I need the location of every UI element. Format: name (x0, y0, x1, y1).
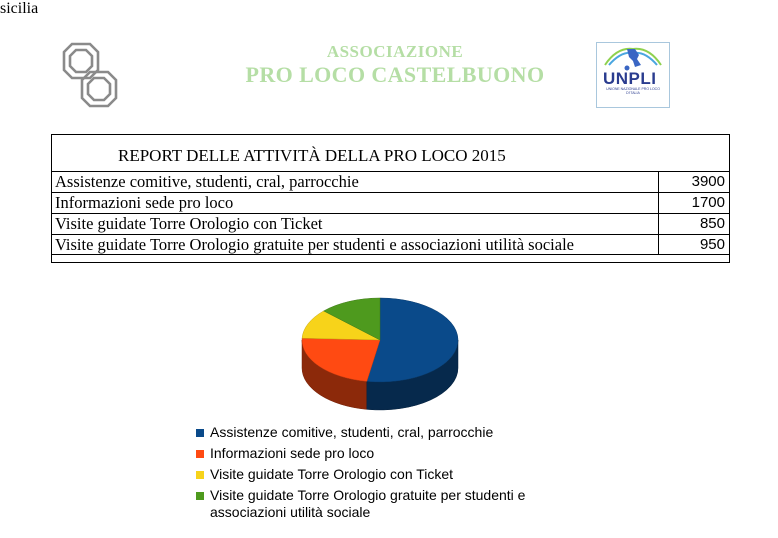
table-row (52, 234, 729, 255)
header-pro-loco-name: PRO LOCO CASTELBUONO (245, 62, 545, 87)
legend-label: Visite guidate Torre Orologio con Ticket (210, 466, 454, 482)
legend-item (196, 487, 596, 521)
legend-item (196, 424, 596, 441)
legend-swatch (196, 450, 204, 458)
legend-item (196, 445, 596, 462)
legend-label: Visite guidate Torre Orologio gratuite per studenti e associazioni utilità sociale (210, 487, 526, 520)
row-value: 850 (658, 214, 729, 234)
table-row (52, 213, 729, 234)
row-value: 1700 (658, 193, 729, 213)
unpli-brand: UNPLI (603, 69, 657, 88)
row-label: Assistenze comitive, studenti, cral, parrocchie (55, 172, 359, 191)
unpli-subtitle: UNIONE NAZIONALE PRO LOCO D'ITALIA (606, 87, 660, 95)
pie-chart (290, 292, 470, 418)
table-row (52, 171, 729, 192)
unpli-region: sicilia (0, 0, 39, 17)
legend-item (196, 466, 596, 483)
report-title: REPORT DELLE ATTIVITÀ DELLA PRO LOCO 2015 (118, 146, 506, 165)
legend-swatch (196, 429, 204, 437)
row-label: Informazioni sede pro loco (55, 193, 234, 212)
pro-loco-logo-icon (54, 40, 126, 112)
table-row (52, 192, 729, 213)
legend-swatch (196, 492, 204, 500)
header-association: ASSOCIAZIONE (326, 42, 464, 61)
row-label: Visite guidate Torre Orologio gratuite per studenti e associazioni utilità sociale (55, 235, 574, 254)
row-label: Visite guidate Torre Orologio con Ticket (55, 214, 323, 233)
chart-legend (196, 424, 596, 525)
report-table (51, 134, 730, 263)
row-value: 3900 (658, 172, 729, 192)
legend-label: Assistenze comitive, studenti, cral, parrocchie (210, 424, 494, 440)
legend-swatch (196, 471, 204, 479)
unpli-logo (596, 42, 670, 108)
legend-label: Informazioni sede pro loco (210, 445, 375, 461)
row-value: 950 (658, 235, 729, 255)
